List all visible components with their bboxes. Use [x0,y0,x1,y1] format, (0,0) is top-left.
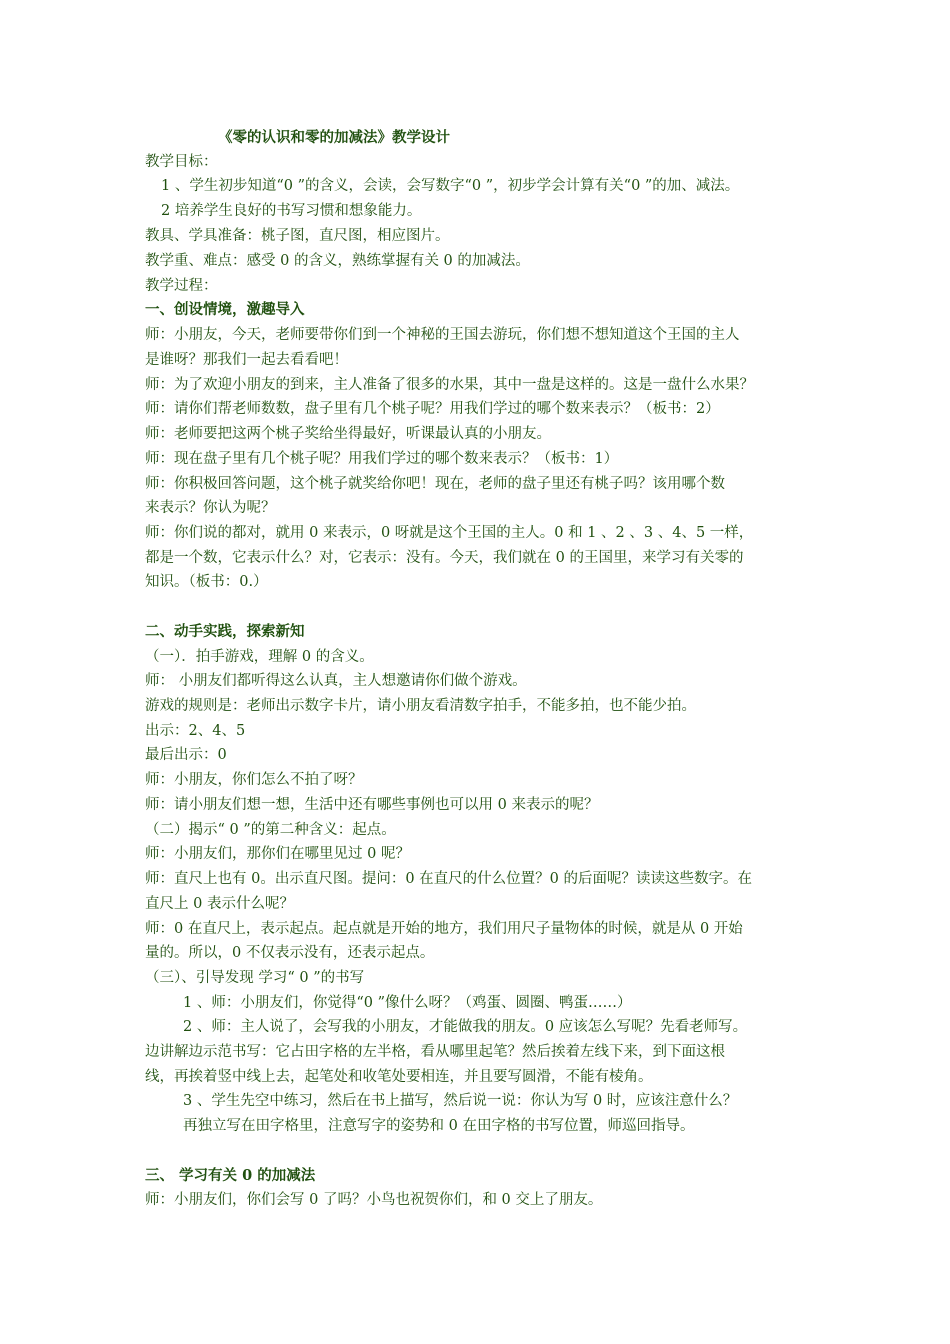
paragraph: 出示：2、4、5 [145,723,246,739]
paragraph: 2 、师：主人说了，会写我的小朋友，才能做我的朋友。0 应该怎么写呢？先看老师写。 [183,1019,748,1035]
section-2-heading: 二、动手实践，探索新知 [145,623,305,640]
subsection-heading: （三）、引导发现 学习“ 0 ”的书写 [145,970,365,986]
paragraph: 师：小朋友们，那你们在哪里见过 0 呢？ [145,846,410,862]
paragraph: 师：现在盘子里有几个桃子呢？用我们学过的哪个数来表示？（板书：1） [145,451,619,467]
paragraph: 最后出示：0 [145,747,227,763]
section-3-heading: 三、 学习有关 0 的加减法 [145,1167,316,1184]
paragraph: 师： 小朋友们都听得这么认真，主人想邀请你们做个游戏。 [145,673,527,689]
goal-2: 2 培养学生良好的书写习惯和想象能力。 [161,203,422,219]
paragraph: 游戏的规则是：老师出示数字卡片，请小朋友看清数字拍手，不能多拍，也不能少拍。 [145,698,696,714]
keypoints-line: 教学重、难点：感受 0 的含义，熟练掌握有关 0 的加减法。 [145,253,530,269]
paragraph: 直尺上 0 表示什么呢？ [145,896,294,912]
paragraph: 师：老师要把这两个桃子奖给坐得最好，听课最认真的小朋友。 [145,426,551,442]
paragraph: 师：请小朋友们想一想，生活中还有哪些事例也可以用 0 来表示的呢？ [145,797,599,813]
paragraph: 师：为了欢迎小朋友的到来，主人准备了很多的水果，其中一盘是这样的。这是一盘什么水果？ [145,377,754,393]
paragraph: 师：你积极回答问题，这个桃子就奖给你吧！现在，老师的盘子里还有桃子吗？该用哪个数 [145,476,725,492]
subsection-heading: （一）．拍手游戏，理解 0 的含义。 [145,649,374,665]
paragraph: 师：小朋友们，你们会写 0 了吗？小鸟也祝贺你们，和 0 交上了朋友。 [145,1192,603,1208]
tools-line: 教具、学具准备：桃子图，直尺图，相应图片。 [145,228,450,244]
paragraph: 来表示？你认为呢？ [145,500,276,516]
document-title: 《零的认识和零的加减法》教学设计 [218,129,450,146]
paragraph: 师：0 在直尺上，表示起点。起点就是开始的地方，我们用尺子量物体的时候，就是从 0 开始 [145,921,743,937]
paragraph: 线，再挨着竖中线上去，起笔处和收笔处要相连，并且要写圆滑，不能有棱角。 [145,1069,653,1085]
paragraph: 师：直尺上也有 0。出示直尺图。提问：0 在直尺的什么位置？0 的后面呢？读读这些数字。在 [145,871,752,887]
paragraph: 知识。（板书：0.） [145,574,268,590]
paragraph: 师：你们说的都对，就用 0 来表示，0 呀就是这个王国的主人。0 和 1 、2 、3 、4、5 一样， [145,525,754,541]
paragraph: 师：小朋友，今天，老师要带你们到一个神秘的王国去游玩，你们想不想知道这个王国的主人 [145,327,740,343]
paragraph: 1 、师：小朋友们，你觉得“0 ”像什么呀？（鸡蛋、圆圈、鸭蛋……） [183,995,632,1011]
paragraph: 边讲解边示范书写：它占田字格的左半格，看从哪里起笔？然后挨着左线下来，到下面这根 [145,1044,725,1060]
paragraph: 师：请你们帮老师数数，盘子里有几个桃子呢？用我们学过的哪个数来表示？（板书：2） [145,401,720,417]
paragraph: 是谁呀？那我们一起去看看吧！ [145,352,348,368]
paragraph: 量的。所以，0 不仅表示没有，还表示起点。 [145,945,435,961]
section-1-heading: 一、创设情境，激趣导入 [145,301,305,318]
paragraph: 再独立写在田字格里，注意写字的姿势和 0 在田字格的书写位置，师巡回指导。 [183,1118,695,1134]
paragraph: 都是一个数，它表示什么？对，它表示：没有。今天，我们就在 0 的王国里，来学习有关零的 [145,550,744,566]
paragraph: 3 、学生先空中练习，然后在书上描写，然后说一说：你认为写 0 时，应该注意什么？ [183,1093,738,1109]
goals-label: 教学目标： [145,154,218,170]
process-label: 教学过程： [145,278,218,294]
subsection-heading: （二）揭示“ 0 ”的第二种含义：起点。 [145,822,396,838]
goal-1: 1 、学生初步知道“0 ”的含义，会读，会写数字“0 ”，初步学会计算有关“0 ”的加、减法。 [161,178,740,194]
paragraph: 师：小朋友，你们怎么不拍了呀？ [145,772,363,788]
